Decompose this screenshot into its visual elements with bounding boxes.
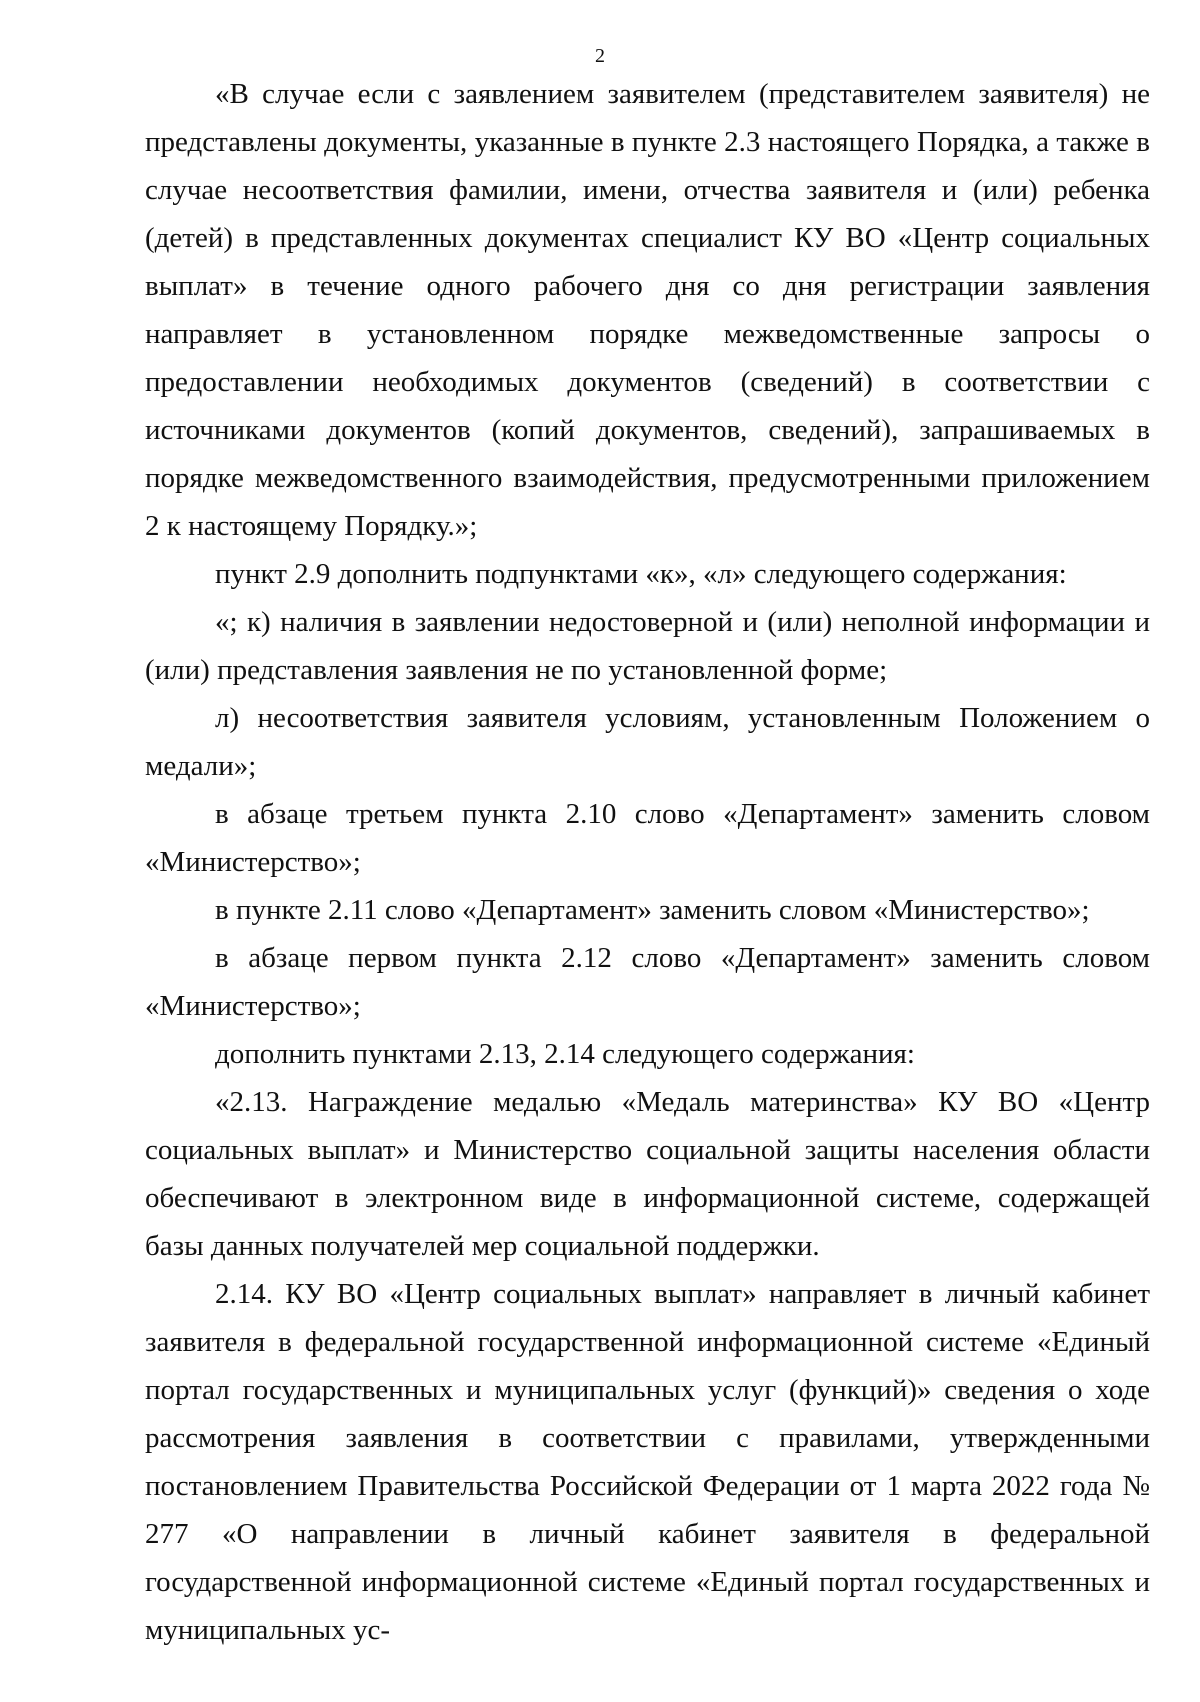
paragraph-2: пункт 2.9 дополнить подпунктами «к», «л» следующего содержания: [215, 558, 1067, 590]
page-number: 2 [595, 45, 605, 67]
paragraph-9: «2.13. Награждение медалью «Медаль материнства» КУ ВО «Центр социальных выплат» и Министерство социальной защиты населения области обеспечивают в электронном виде в информационной системе, содержащей базы данных получателей мер социальной поддержки. [145, 1086, 1150, 1262]
paragraph-6: в пункте 2.11 слово «Департамент» заменить словом «Министерство»; [215, 894, 1090, 926]
paragraph-8: дополнить пунктами 2.13, 2.14 следующего содержания: [215, 1038, 915, 1070]
paragraph-7: в абзаце первом пункта 2.12 слово «Департамент» заменить словом «Министерство»; [145, 942, 1150, 1022]
paragraph-4: л) несоответствия заявителя условиям, установленным Положением о медали»; [145, 702, 1150, 782]
document-body [145, 70, 1150, 1654]
paragraph-5: в абзаце третьем пункта 2.10 слово «Департамент» заменить словом «Министерство»; [145, 798, 1150, 878]
paragraph-10: 2.14. КУ ВО «Центр социальных выплат» направляет в личный кабинет заявителя в федеральной государственной информационной системе «Единый портал государственных и муниципальных услуг (функций)» сведения о ходе рассмотрения заявления в соответствии с правилами, утвержденными постановлением Правительства Российской Федерации от 1 марта 2022 года № 277 «О направлении в личный кабинет заявителя в федеральной государственной информационной системе «Единый портал государственных и муниципальных ус- [145, 1278, 1150, 1646]
paragraph-1: «В случае если с заявлением заявителем (представителем заявителя) не представлены документы, указанные в пункте 2.3 настоящего Порядка, а также в случае несоответствия фамилии, имени, отчества заявителя и (или) ребенка (детей) в представленных документах специалист КУ ВО «Центр социальных выплат» в течение одного рабочего дня со дня регистрации заявления направляет в установленном порядке межведомственные запросы о предоставлении необходимых документов (сведений) в соответствии с источниками документов (копий документов, сведений), запрашиваемых в порядке межведомственного взаимодействия, предусмотренными приложением 2 к настоящему Порядку.»; [145, 78, 1150, 542]
paragraph-3: «; к) наличия в заявлении недостоверной и (или) неполной информации и (или) представления заявления не по установленной форме; [145, 606, 1150, 686]
